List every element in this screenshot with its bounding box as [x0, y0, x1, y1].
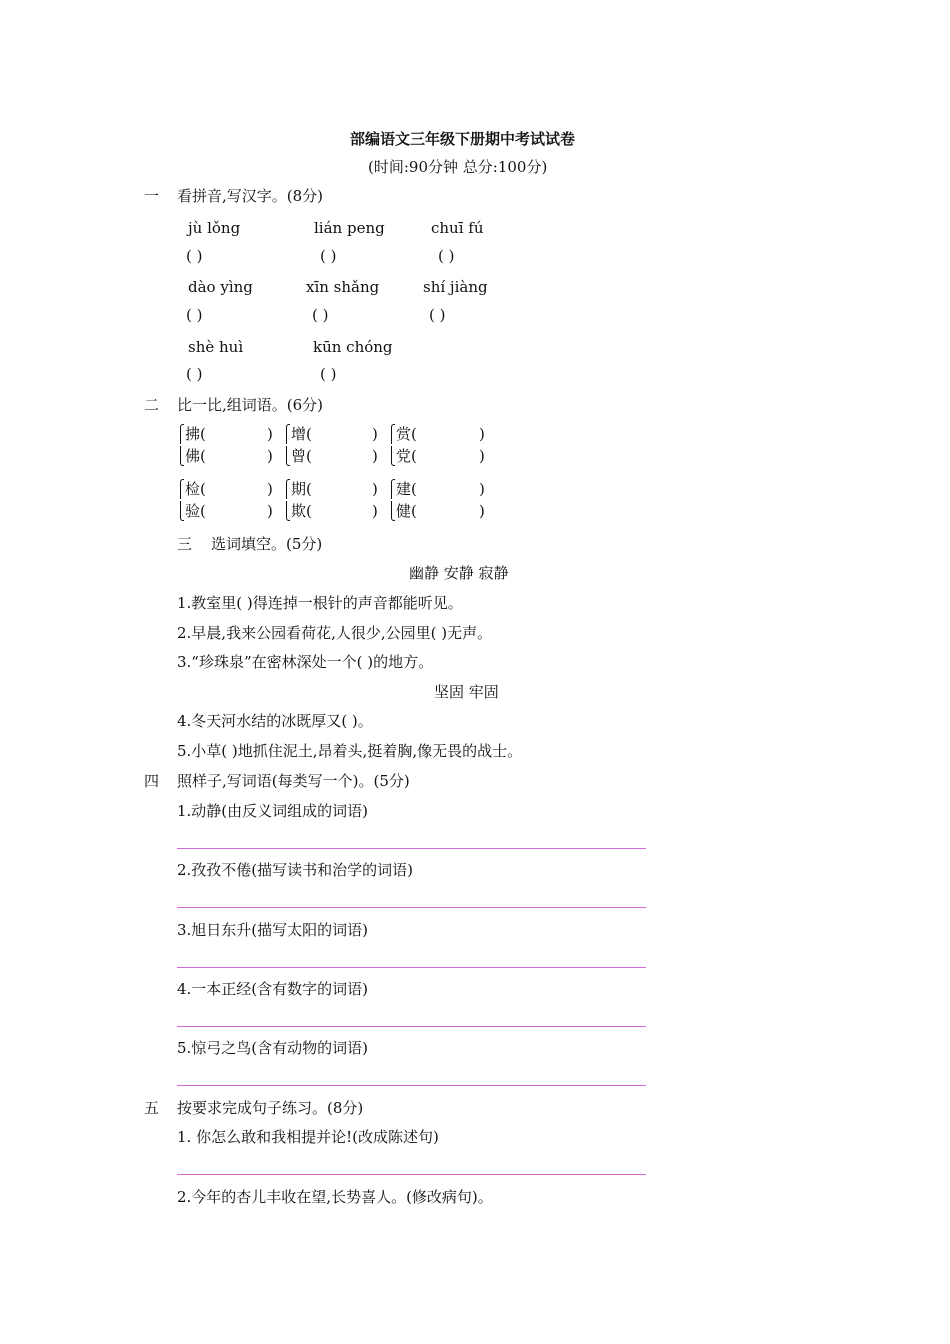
pinyin-1: jù lǒng	[188, 219, 241, 237]
sentence-prompt-2: 2.今年的杏儿丰收在望,长势喜人。(修改病句)。	[177, 1188, 493, 1206]
pair-5-bottom[interactable]: 欺(	[291, 502, 312, 520]
section3-title: 选词填空。(5分)	[211, 535, 323, 553]
brace-5	[286, 479, 289, 521]
pinyin-7: shè huì	[188, 338, 244, 356]
answer-blank-3[interactable]: ( )	[438, 247, 455, 265]
pinyin-3: chuī fú	[431, 219, 484, 237]
word-prompt-4: 4.一本正经(含有数字的词语)	[177, 980, 369, 998]
word-prompt-2: 2.孜孜不倦(描写读书和治学的词语)	[177, 861, 414, 879]
pair-6-top-close: )	[479, 480, 485, 498]
pair-2-bottom-close: )	[372, 447, 378, 465]
word-prompt-1: 1.动静(由反义词组成的词语)	[177, 802, 369, 820]
answer-line-6[interactable]	[177, 1174, 646, 1175]
answer-blank-8[interactable]: ( )	[320, 365, 337, 383]
answer-line-2[interactable]	[177, 907, 646, 908]
pair-4-top-close: )	[267, 480, 273, 498]
answer-line-3[interactable]	[177, 967, 646, 968]
brace-4	[180, 479, 183, 521]
section1-number: 一	[144, 187, 160, 205]
section5-number: 五	[144, 1099, 160, 1117]
section2-number: 二	[144, 396, 160, 414]
pair-3-top-close: )	[479, 425, 485, 443]
pinyin-8: kūn chóng	[313, 338, 393, 356]
brace-6	[391, 479, 394, 521]
answer-blank-1[interactable]: ( )	[186, 247, 203, 265]
pair-4-top[interactable]: 检(	[185, 480, 206, 498]
answer-blank-4[interactable]: ( )	[186, 306, 203, 324]
exam-info: (时间:90分钟 总分:100分)	[368, 158, 548, 176]
brace-1	[180, 424, 183, 466]
pair-6-top[interactable]: 建(	[396, 480, 417, 498]
pair-1-bottom[interactable]: 佛(	[185, 447, 206, 465]
pair-5-bottom-close: )	[372, 502, 378, 520]
fill-question-1: 1.教室里( )得连掉一根针的声音都能听见。	[177, 594, 463, 612]
word-bank-2: 坚固 牢固	[434, 683, 499, 701]
pair-3-bottom[interactable]: 党(	[396, 447, 417, 465]
answer-blank-7[interactable]: ( )	[186, 365, 203, 383]
pair-6-bottom-close: )	[479, 502, 485, 520]
section4-number: 四	[144, 772, 160, 790]
brace-2	[286, 424, 289, 466]
answer-blank-2[interactable]: ( )	[320, 247, 337, 265]
pair-4-bottom-close: )	[267, 502, 273, 520]
section4-title: 照样子,写词语(每类写一个)。(5分)	[177, 772, 410, 790]
word-prompt-5: 5.惊弓之鸟(含有动物的词语)	[177, 1039, 369, 1057]
pair-6-bottom[interactable]: 健(	[396, 502, 417, 520]
section3-number: 三	[177, 535, 193, 553]
section5-title: 按要求完成句子练习。(8分)	[177, 1099, 364, 1117]
answer-blank-5[interactable]: ( )	[312, 306, 329, 324]
pair-2-top-close: )	[372, 425, 378, 443]
section1-title: 看拼音,写汉字。(8分)	[177, 187, 324, 205]
pair-5-top-close: )	[372, 480, 378, 498]
pair-5-top[interactable]: 期(	[291, 480, 312, 498]
answer-blank-6[interactable]: ( )	[429, 306, 446, 324]
pinyin-4: dào yìng	[188, 278, 253, 296]
fill-question-2: 2.早晨,我来公园看荷花,人很少,公园里( )无声。	[177, 624, 493, 642]
fill-question-3: 3.“珍珠泉”在密林深处一个( )的地方。	[177, 653, 434, 671]
fill-question-5: 5.小草( )地抓住泥土,昂着头,挺着胸,像无畏的战士。	[177, 742, 523, 760]
pinyin-2: lián peng	[314, 219, 385, 237]
answer-line-5[interactable]	[177, 1085, 646, 1086]
word-bank-1: 幽静 安静 寂静	[409, 564, 509, 582]
pair-1-bottom-close: )	[267, 447, 273, 465]
word-prompt-3: 3.旭日东升(描写太阳的词语)	[177, 921, 369, 939]
sentence-prompt-1: 1. 你怎么敢和我相提并论!(改成陈述句)	[177, 1128, 439, 1146]
pair-1-top-close: )	[267, 425, 273, 443]
pair-4-bottom[interactable]: 验(	[185, 502, 206, 520]
pair-2-top[interactable]: 增(	[291, 425, 312, 443]
pair-2-bottom[interactable]: 曾(	[291, 447, 312, 465]
pair-1-top[interactable]: 拂(	[185, 425, 206, 443]
section2-title: 比一比,组词语。(6分)	[177, 396, 324, 414]
pinyin-6: shí jiàng	[423, 278, 488, 296]
pair-3-bottom-close: )	[479, 447, 485, 465]
fill-question-4: 4.冬天河水结的冰既厚又( )。	[177, 712, 373, 730]
page-title: 部编语文三年级下册期中考试试卷	[350, 130, 576, 148]
pair-3-top[interactable]: 赏(	[396, 425, 417, 443]
answer-line-4[interactable]	[177, 1026, 646, 1027]
pinyin-5: xīn shǎng	[306, 278, 380, 296]
answer-line-1[interactable]	[177, 848, 646, 849]
brace-3	[391, 424, 394, 466]
